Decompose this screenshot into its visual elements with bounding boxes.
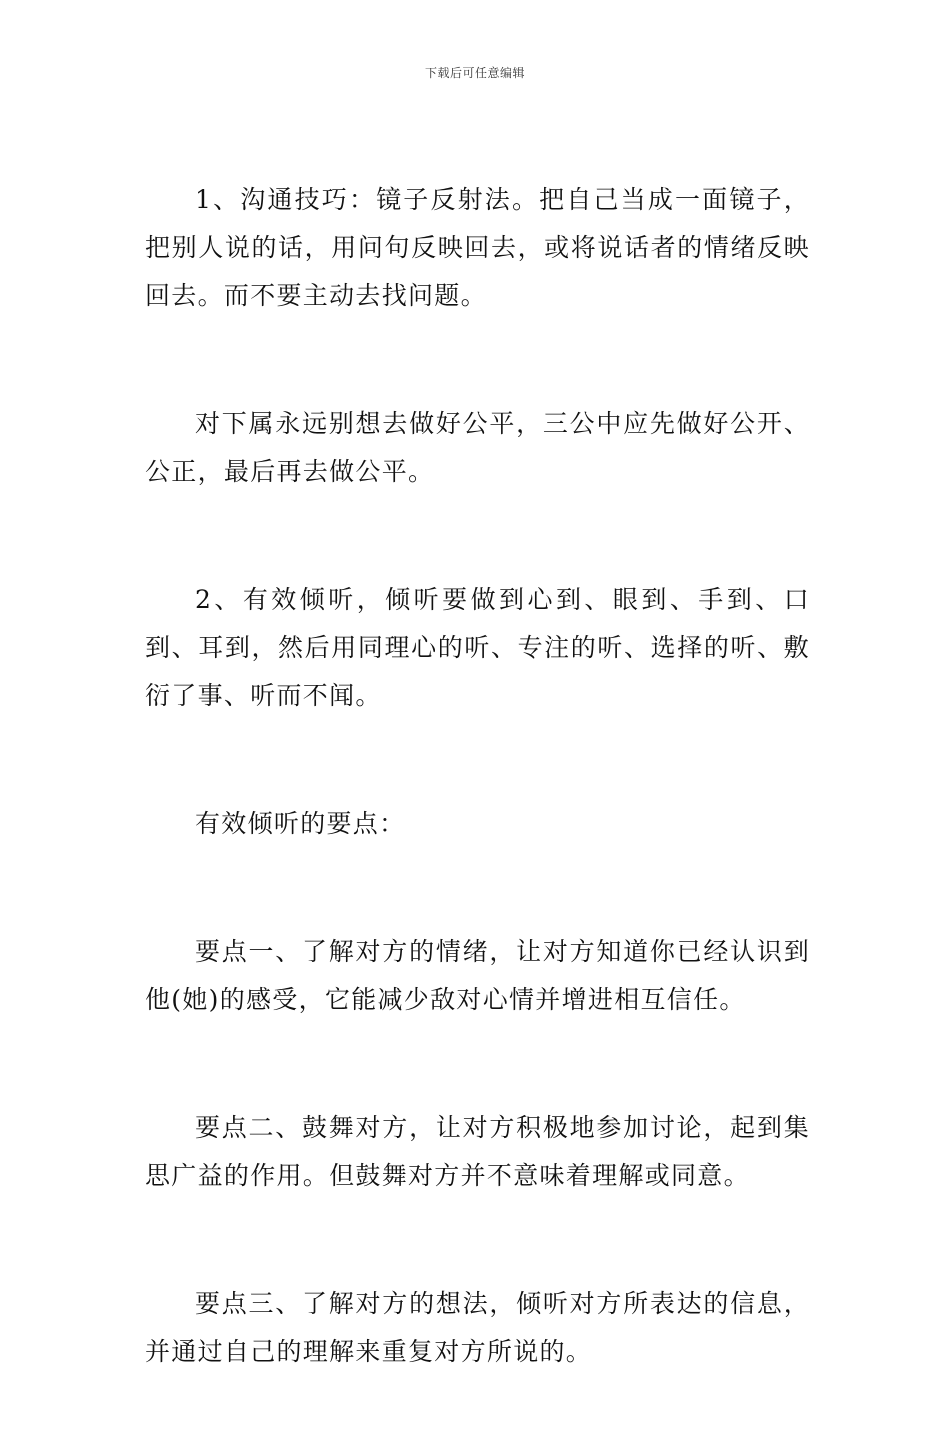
paragraph-mirror-technique: 1、沟通技巧：镜子反射法。把自己当成一面镜子，把别人说的话，用问句反映回去，或将说话者的情绪反映回去。而不要主动去找问题。	[145, 185, 810, 310]
paragraph-point-three: 要点三、了解对方的想法，倾听对方所表达的信息，并通过自己的理解来重复对方所说的。	[145, 1289, 810, 1366]
paragraph-listening-points-heading: 有效倾听的要点：	[195, 809, 406, 838]
paragraph-point-two: 要点二、鼓舞对方，让对方积极地参加讨论，起到集思广益的作用。但鼓舞对方并不意味着理解或同意。	[145, 1113, 810, 1190]
page-header: 下载后可任意编辑	[424, 66, 525, 80]
paragraph-fairness: 对下属永远别想去做好公平，三公中应先做好公开、公正，最后再去做公平。	[145, 409, 810, 486]
paragraph-effective-listening: 2、有效倾听，倾听要做到心到、眼到、手到、口到、耳到，然后用同理心的听、专注的听、选择的听、敷衍了事、听而不闻。	[145, 585, 810, 710]
paragraph-point-one: 要点一、了解对方的情绪，让对方知道你已经认识到他(她)的感受，它能减少敌对心情并增进相互信任。	[145, 937, 810, 1014]
document-body	[145, 176, 810, 1456]
